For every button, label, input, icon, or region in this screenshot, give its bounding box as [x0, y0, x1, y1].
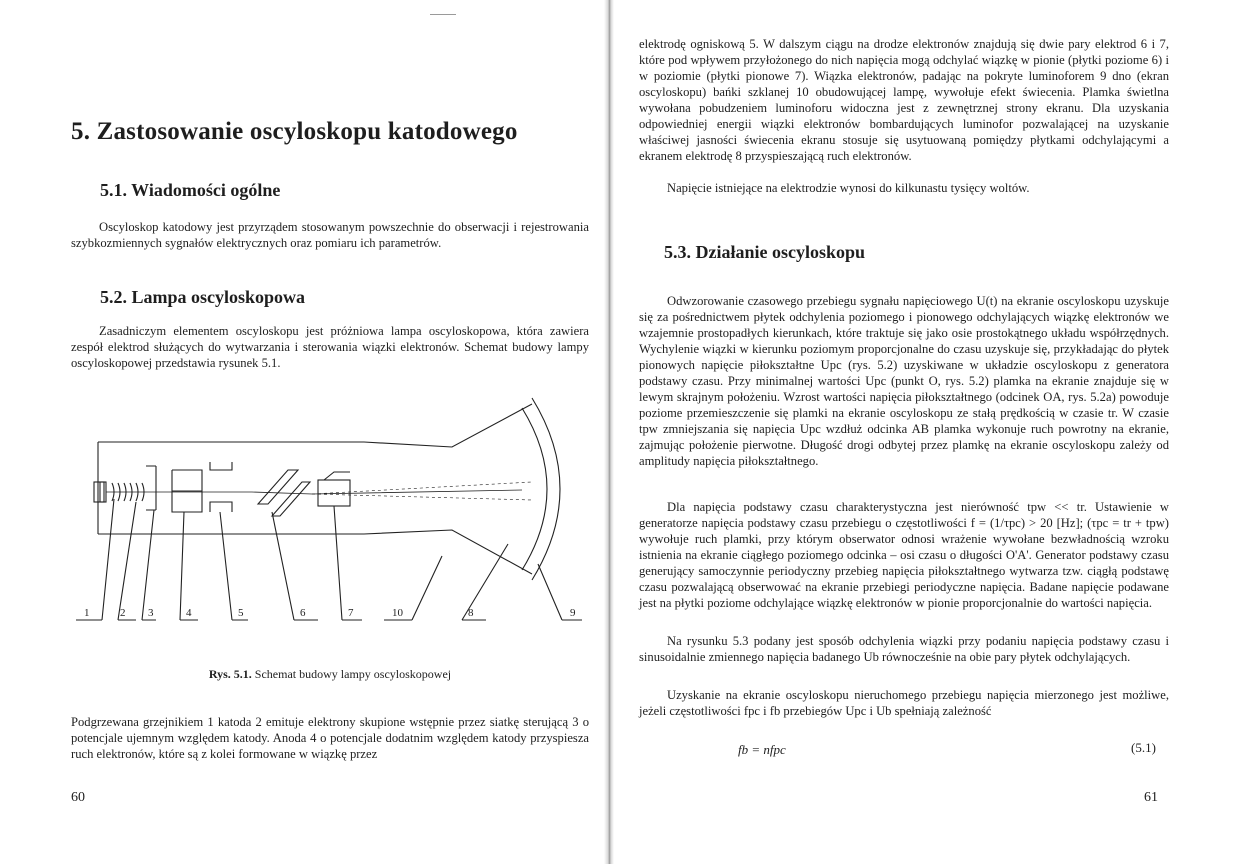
section-5-1-paragraph: Oscyloskop katodowy jest przyrządem stosowanym powszechnie do obserwacji i rejestrowania szybkozmiennych sygnałów elektrycznych oraz pomiaru ich parametrów. [71, 220, 589, 250]
figure-caption-label: Rys. 5.1. [208, 667, 252, 681]
label-7: 7 [348, 607, 354, 619]
label-5: 5 [238, 607, 244, 619]
paragraph-continued: elektrodę ogniskową 5. W dalszym ciągu na drodze elektronów znajdują się dwie pary elektrod 6 i 7, które pod wpływem przyłożonego do nich napięcia mogą odchylać wiązkę w pionie (płytki poziome 6) i w poziomie (płytki pionowe 7). Wiązka elektronów, padając na pokryte luminoforem 9 dno (ekran oscyloskopu) bańki szklanej 10 obudowującej lampę, wywołuje efekt świecenia. Plamka świetlna wywołana pobudzeniem luminoforu widoczna jest z zewnętrznej strony ekranu. Dla uzyskania odpowiedniej energii wiązki elektronów bombardujących luminofor pozwalającej na uzyskanie właściwej jasności świecenia ekranu stosuje się usytuowaną pomiędzy płytkami odchylającymi a ekranem elektrodę 8 przyspieszającą ruch elektronów. [639, 37, 1169, 163]
screen-inner [532, 398, 560, 580]
focus-electrode [210, 462, 232, 470]
equation-number: (5.1) [1131, 740, 1156, 755]
book-gutter [604, 0, 614, 864]
chapter-title: 5. Zastosowanie oscyloskopu katodowego [71, 118, 518, 145]
paragraph-after-figure: Podgrzewana grzejnikiem 1 katoda 2 emituje elektrony skupione wstępnie przez siatkę sterującą 3 o potencjale ujemnym względem katody. Anoda 4 o potencjale dodatnim względem katody przyspiesza ruch elektronów, które są z kolei formowane w wiązkę przez [71, 715, 589, 761]
label-10: 10 [392, 607, 403, 619]
tube-envelope-bottom [98, 530, 532, 574]
section-5-3-paragraph-1: Odwzorowanie czasowego przebiegu sygnału napięciowego U(t) na ekranie oscyloskopu uzyskuje się za pośrednictwem płytek odchylenia poziomego i pionowego odchylających wiązkę elektronów we wzajemnie prostopadłych kierunkach, które traktuje się jako osie prostokątnego układu współrzędnych. Wychylenie wiązki w kierunku poziomym proporcjonalne do czasu uzyskuje się, przykładając do płytek pionowych napięcie piłokształtne Upc (rys. 5.2) uzyskiwane w układzie oscyloskopu z generatora podstawy czasu. Przy minimalnej wartości Upc (punkt O, rys. 5.2) plamka na ekranie znajduje się w lewym skrajnym położeniu. Wzrost wartości napięcia piłokształtnego (odcinek OA, rys. 5.2a) powoduje poziome przemieszczenie się plamki na ekranie oscyloskopu ze stałą prędkością w czasie tr. W czasie tpw zmniejszania się napięcia Upc wzdłuż odcinka AB plamka wykonuje ruch powrotny na ekranie, zajmując położenie pierwotne. Długość drogi odbytej przez plamkę na ekranie oscyloskopu zależy od amplitudy napięcia piłokształtnego. [639, 294, 1169, 468]
label-1: 1 [84, 607, 90, 619]
label-9: 9 [570, 607, 576, 619]
crt-diagram [62, 384, 602, 634]
page-number-right: 61 [1144, 790, 1158, 805]
tube-envelope [98, 404, 532, 447]
section-5-1-title: 5.1. Wiadomości ogólne [100, 180, 281, 200]
plates-6 [258, 470, 298, 504]
section-5-2-title: 5.2. Lampa oscyloskopowa [100, 287, 306, 307]
label-4: 4 [186, 607, 192, 619]
screen-outer [522, 408, 547, 570]
electron-beam [106, 490, 522, 494]
section-5-2-paragraph: Zasadniczym elementem oscyloskopu jest próżniowa lampa oscyloskopowa, która zawiera zespół elektrod służących do wytwarzania i sterowania wiązki elektronów. Schemat budowy lampy oscyloskopowej przedstawia rysunek 5.1. [71, 324, 589, 370]
section-5-3-paragraph-4: Uzyskanie na ekranie oscyloskopu nieruchomego przebiegu napięcia mierzonego jest możliwe, jeżeli częstotliwości fpc i fb przebiegów Upc i Ub spełniają zależność [639, 688, 1169, 718]
left-page [0, 0, 604, 864]
section-5-3-paragraph-3: Na rysunku 5.3 podany jest sposób odchylenia wiązki przy podaniu napięcia podstawy czasu i sinusoidalnie zmiennego napięcia badanego Ub równocześnie na obie pary płytek odchylających. [639, 634, 1169, 664]
figure-caption-text: Schemat budowy lampy oscyloskopowej [254, 667, 452, 681]
page-number-left: 60 [71, 790, 85, 805]
paragraph-voltage: Napięcie istniejące na elektrodzie wynosi do kilkunastu tysięcy woltów. [667, 181, 1030, 195]
label-2: 2 [120, 607, 126, 619]
right-page [614, 0, 1236, 864]
label-6: 6 [300, 607, 306, 619]
label-3: 3 [148, 607, 154, 619]
section-5-3-paragraph-2: Dla napięcia podstawy czasu charakterystyczna jest nierówność tpw << tr. Ustawienie w generatorze napięcia podstawy czasu przebiegu o częstotliwości f = (1/τpc) > 20 [Hz]; (τpc = tr + tpw) wywołuje ruch plamki, przy którym obserwator odnosi wrażenie wywołane bezwładnością wzroku istnienia na ekranie ciągłego poziomego odcinka – osi czasu o długości O'A'. Generator podstawy czasu generujący samoczynnie periodyczny przebieg napięcia piłokształtnego wytwarza tzw. ciągłą podstawę czasu pozwalającą obserwować na ekranie przebiegi periodyczne napięcia. Badane napięcie podawane jest na płytki poziome odchylające wiązkę elektronów w pionie proporcjonalnie do wartości napięcia. [639, 500, 1169, 610]
label-8: 8 [468, 607, 474, 619]
section-5-3-title: 5.3. Działanie oscyloskopu [664, 242, 866, 262]
control-grid [146, 466, 156, 510]
figure-caption [120, 667, 540, 682]
equation-5-1: fb = nfpc [738, 742, 786, 757]
